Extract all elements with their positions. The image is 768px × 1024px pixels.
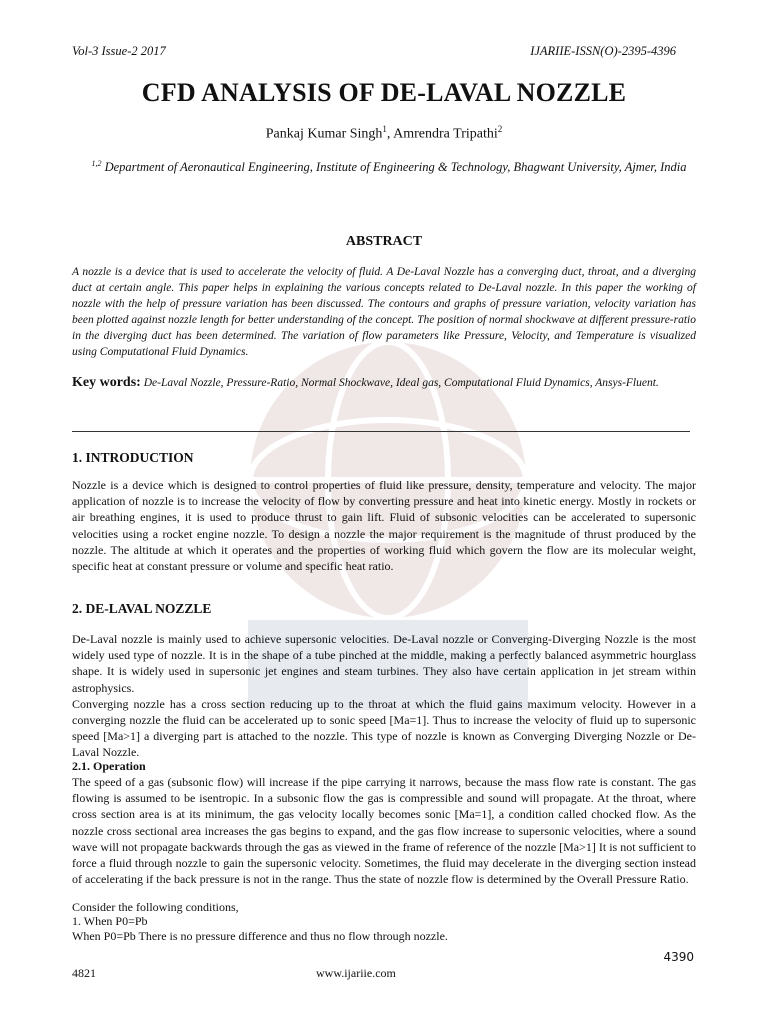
affiliation-mark: 1,2 bbox=[91, 159, 102, 168]
conditions-intro: Consider the following conditions, bbox=[72, 900, 239, 914]
affiliation-text: Department of Aeronautical Engineering, Institute of Engineering & Technology, Bhagwant University, Ajmer, India bbox=[101, 160, 687, 175]
condition-1-description: When P0=Pb There is no pressure difference and thus no flow through nozzle. bbox=[72, 929, 448, 943]
keywords bbox=[72, 374, 696, 392]
page-number: 4821 bbox=[72, 966, 96, 980]
condition-1-title: 1. When P0=Pb bbox=[72, 914, 148, 928]
author-1: Pankaj Kumar Singh bbox=[265, 126, 383, 142]
journal-website: www.ijariie.com bbox=[316, 966, 396, 980]
keywords-label: Key words: bbox=[72, 375, 141, 390]
section-1-heading: 1. INTRODUCTION bbox=[72, 450, 194, 465]
journal-issn: IJARIIE-ISSN(O)-2395-4396 bbox=[530, 44, 676, 58]
subsection-2-1-body: The speed of a gas (subsonic flow) will increase if the pipe carrying it narrows, because the mass flow rate is constant. The gas flowing is assumed to be isentropic. In a subsonic flow the gas is compressible and sound will propagate. At the throat, where cross section area is at its minimum, the gas velocity locally becomes sonic [Ma=1], a condition called chocked flow. As the nozzle cross sectional area increases the gas begins to expand, and the gas flow increase to supersonic velocities, where a sound wave will not propagate backwards through the gas as viewed in the frame of reference of the nozzle [Ma>1] It is not sufficient to force a fluid through nozzle to gain the supersonic velocity. Sometimes, the fluid may decelerate in the diverging section instead of accelerating if the back pressure is not in the range. Thus the state of nozzle flow is determined by the Overall Pressure Ratio. bbox=[72, 775, 696, 887]
author-separator: , bbox=[386, 126, 394, 142]
page-number-journal: 4390 bbox=[663, 950, 694, 964]
paper-title: CFD ANALYSIS OF DE-LAVAL NOZZLE bbox=[141, 78, 627, 107]
section-2-body bbox=[72, 631, 696, 761]
subsection-2-1-heading: 2.1. Operation bbox=[72, 759, 146, 773]
affiliation bbox=[80, 155, 698, 176]
abstract-heading: ABSTRACT bbox=[345, 234, 423, 249]
section-2-paragraph-1: De-Laval nozzle is mainly used to achieve supersonic velocities. De-Laval nozzle or Converging-Diverging Nozzle is the most widely used type of nozzle. It is in the shape of a tube pinched at the middle, making a perfectly balanced asymmetric hourglass shape. It is widely used in supersonic jet engines and steam turbines. They also have certain application in jet stream within astrophysics. bbox=[72, 632, 696, 695]
section-2-paragraph-2: Converging nozzle has a cross section reducing up to the throat at which the fluid gains maximum velocity. However in a converging nozzle the fluid can be accelerated up to sonic speed [Ma=1]. Thus to increase the velocity of fluid up to supersonic speed [Ma>1] a diverging part is attached to the nozzle. This type of nozzle is known as Converging Diverging Nozzle or De-Laval Nozzle. bbox=[72, 696, 696, 760]
section-divider bbox=[72, 431, 690, 432]
section-2-heading: 2. DE-LAVAL NOZZLE bbox=[72, 601, 212, 616]
keywords-text: De-Laval Nozzle, Pressure-Ratio, Normal Shockwave, Ideal gas, Computational Fluid Dynamics, Ansys-Fluent. bbox=[140, 377, 659, 389]
journal-volume-issue: Vol-3 Issue-2 2017 bbox=[72, 44, 166, 58]
abstract-body: A nozzle is a device that is used to accelerate the velocity of fluid. A De-Laval Nozzle has a converging duct, throat, and a diverging duct at certain angle. This paper helps in explaining the various concepts related to De-Laval nozzle. In this paper the working of nozzle with the help of pressure variation has been discussed. The contours and graphs of pressure variation, velocity variation has been plotted against nozzle length for better understanding of the concept. The position of normal shockwave at different pressure-ratio in the diverging duct has been determined. The variation of flow parameters like Pressure, Velocity, and Temperature is visualized using Computational Fluid Dynamics. bbox=[72, 266, 696, 358]
author-2: Amrendra Tripathi bbox=[393, 126, 498, 142]
section-1-body: Nozzle is a device which is designed to control properties of fluid like pressure, density, temperature and velocity. The major application of nozzle is to increase the velocity of flow by converting pressure and heat into kinetic energy. Mostly in rockets or air breathing engines, it is used to produce thrust to gain lift. Fluid of subsonic velocities can be accelerated to supersonic velocities using a rocket engine nozzle. To design a nozzle the major requirement is the magnitude of thrust produced by the nozzle. The altitude at which it operates and the properties of working fluid which govern the flow are its molecular weight, specific heat at constant pressure or volume and specific heat ratio. bbox=[72, 478, 696, 574]
author-2-affil-mark: 2 bbox=[497, 124, 503, 134]
author-list bbox=[0, 124, 768, 143]
author-1-affil-mark: 1 bbox=[382, 124, 387, 134]
